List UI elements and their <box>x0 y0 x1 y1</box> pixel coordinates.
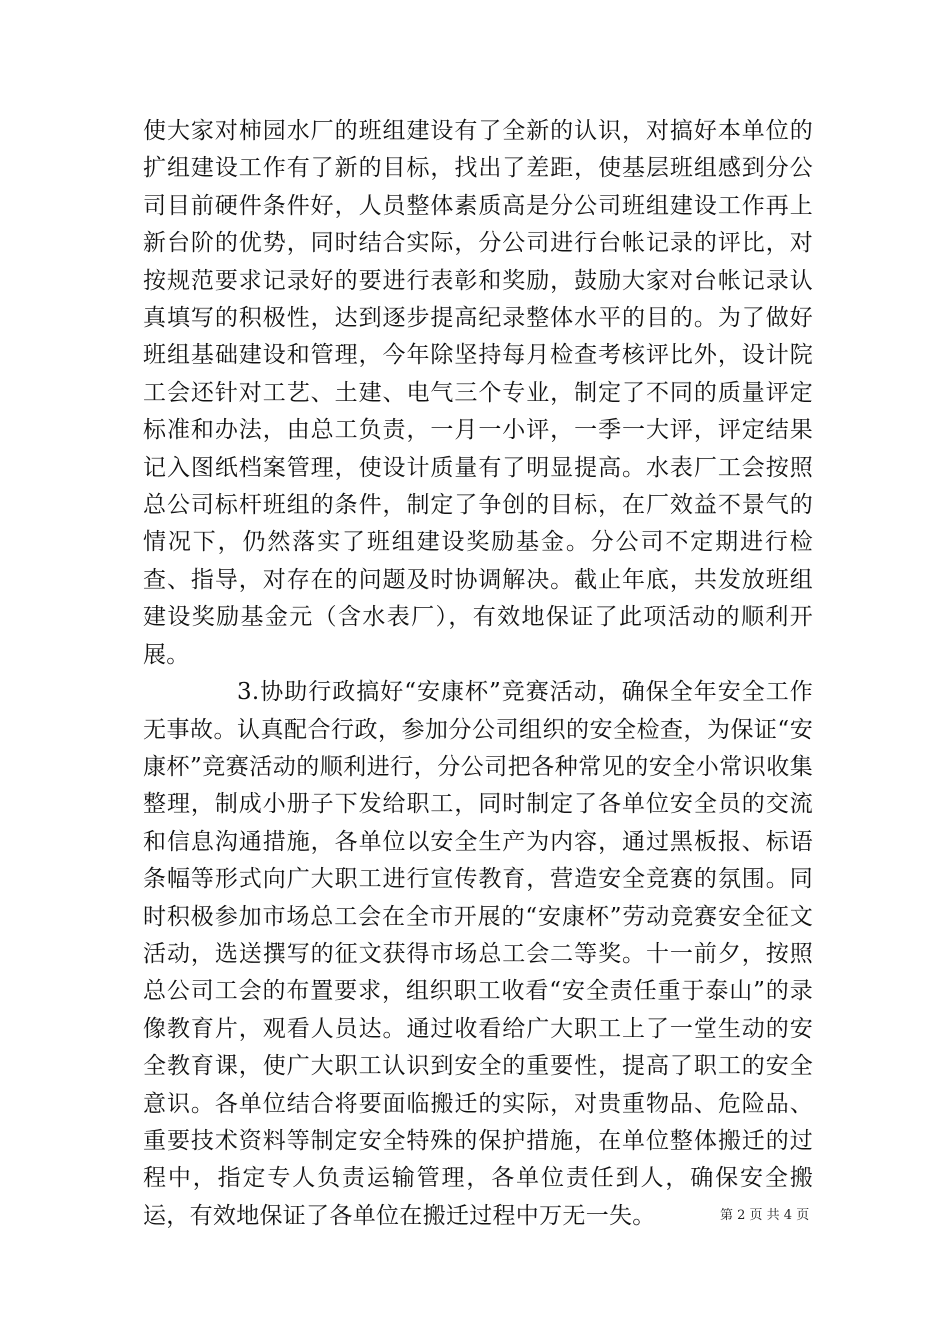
paragraph-team-building: 使大家对柿园水厂的班组建设有了全新的认识，对搞好本单位的扩组建设工作有了新的目标，找出了差距，使基层班组感到分公司目前硬件条件好，人员整体素质高是分公司班组建设工作再上新台阶的优势，同时结合实际，分公司进行台帐记录的评比，对按规范要求记录好的要进行表彰和奖励，鼓励大家对台帐记录认真填写的积极性，达到逐步提高纪录整体水平的目的。为了做好班组基础建设和管理，今年除坚持每月检查考核评比外，设计院工会还针对工艺、土建、电气三个专业，制定了不同的质量评定标准和办法，由总工负责，一月一小评，一季一大评，评定结果记入图纸档案管理，使设计质量有了明显提高。水表厂工会按照总公司标杆班组的条件，制定了争创的目标，在厂效益不景气的情况下，仍然落实了班组建设奖励基金。分公司不定期进行检查、指导，对存在的问题及时协调解决。截止年底，共发放班组建设奖励基金元（含水表厂），有效地保证了此项活动的顺利开展。 <box>143 118 813 668</box>
page-number-footer: 第 2 页 共 4 页 <box>720 1208 810 1223</box>
paragraph-safety-competition: 3.协助行政搞好“安康杯”竞赛活动，确保全年安全工作无事故。认真配合行政，参加分公司组织的安全检查，为保证“安康杯”竞赛活动的顺利进行，分公司把各种常见的安全小常识收集整理，制成小册子下发给职工，同时制定了各单位安全员的交流和信息沟通措施，各单位以安全生产为内容，通过黑板报、标语条幅等形式向广大职工进行宣传教育，营造安全竞赛的氛围。同时积极参加市场总工会在全市开展的“安康杯”劳动竞赛安全征文活动，选送撰写的征文获得市场总工会二等奖。十一前夕，按照总公司工会的布置要求，组织职工收看“安全责任重于泰山”的录像教育片，观看人员达。通过收看给广大职工上了一堂生动的安全教育课，使广大职工认识到安全的重要性，提高了职工的安全意识。各单位结合将要面临搬迁的实际，对贵重物品、危险品、重要技术资料等制定安全特殊的保护措施，在单位整体搬迁的过程中，指定专人负责运输管理，各单位责任到人，确保安全搬运，有效地保证了各单位在搬迁过程中万无一失。 <box>143 679 813 1229</box>
document-body <box>143 113 813 1235</box>
